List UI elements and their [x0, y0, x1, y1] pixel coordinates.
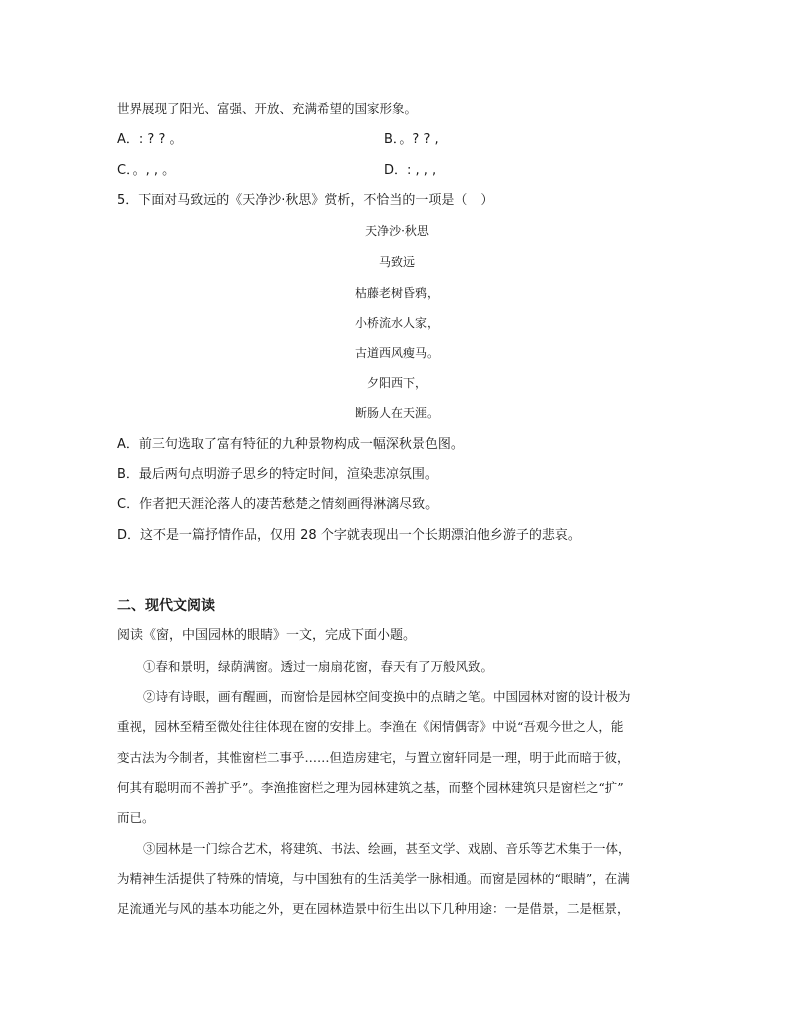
- question-4-option-c: C．。, , 。: [117, 163, 176, 178]
- question-5-stem: 5．下面对马致远的《天净沙·秋思》赏析，不恰当的一项是（ ）: [117, 193, 494, 208]
- passage-line: 重视，园林至精至微处往往体现在窗的安排上。李渔在《闲情偶寄》中说“吾观今世之人，能: [117, 719, 624, 734]
- question-4-option-d: D．: , , ,: [384, 163, 437, 178]
- passage-line: 而已。: [117, 810, 155, 825]
- poem-line: 断肠人在天涯。: [354, 406, 439, 420]
- passage-line: 何其有聪明而不善扩乎”。李渔推窗栏之理为园林建筑之基，而整个园林建筑只是窗栏之“扩”: [117, 780, 624, 795]
- poem-line: 枯藤老树昏鸦，: [354, 286, 439, 300]
- question-4-stem-tail: 世界展现了阳光、富强、开放、充满希望的国家形象。: [117, 101, 418, 116]
- poem-line: 夕阳西下，: [366, 376, 427, 390]
- passage-line: ③园林是一门综合艺术，将建筑、书法、绘画，甚至文学、戏剧、音乐等艺术集于一体，: [143, 841, 631, 856]
- question-5-option-a: A．前三句选取了富有特征的九种景物构成一幅深秋景色图。: [117, 437, 464, 452]
- question-5-option-d: D．这不是一篇抒情作品，仅用 28 个字就表现出一个长期漂泊他乡游子的悲哀。: [117, 528, 581, 543]
- question-4-option-b: B．。? ? ,: [384, 132, 439, 147]
- poem-title: 天净沙·秋思: [365, 224, 429, 238]
- poem-line: 小桥流水人家，: [354, 316, 439, 330]
- poem-line: 古道西风瘦马。: [354, 346, 439, 360]
- question-5-option-c: C．作者把天涯沦落人的凄苦愁楚之情刻画得淋漓尽致。: [117, 497, 439, 512]
- passage-line: ①春和景明，绿荫满窗。透过一扇扇花窗，春天有了万般风致。: [143, 659, 494, 674]
- passage-line: 为精神生活提供了特殊的情境，与中国独有的生活美学一脉相通。而窗是园林的“眼睛”，在满: [117, 871, 630, 886]
- passage-line: 足流通光与风的基本功能之外，更在园林造景中衍生出以下几种用途：一是借景，二是框景，: [117, 901, 630, 916]
- reading-instruction: 阅读《窗，中国园林的眼睛》一文，完成下面小题。: [117, 628, 417, 643]
- passage-line: ②诗有诗眼，画有醒画，而窗恰是园林空间变换中的点睛之笔。中国园林对窗的设计极为: [143, 689, 631, 704]
- passage-line: 变古法为今制者，其惟窗栏二事乎……但造房建宅，与置立窗轩同是一理，明于此而暗于彼，: [117, 750, 630, 765]
- poem-author: 马致远: [378, 255, 415, 269]
- section-heading: 二、现代文阅读: [117, 598, 215, 614]
- question-4-option-a: A．: ? ? 。: [117, 132, 183, 147]
- question-5-option-b: B．最后两句点明游子思乡的特定时间，渲染悲凉氛围。: [117, 467, 438, 482]
